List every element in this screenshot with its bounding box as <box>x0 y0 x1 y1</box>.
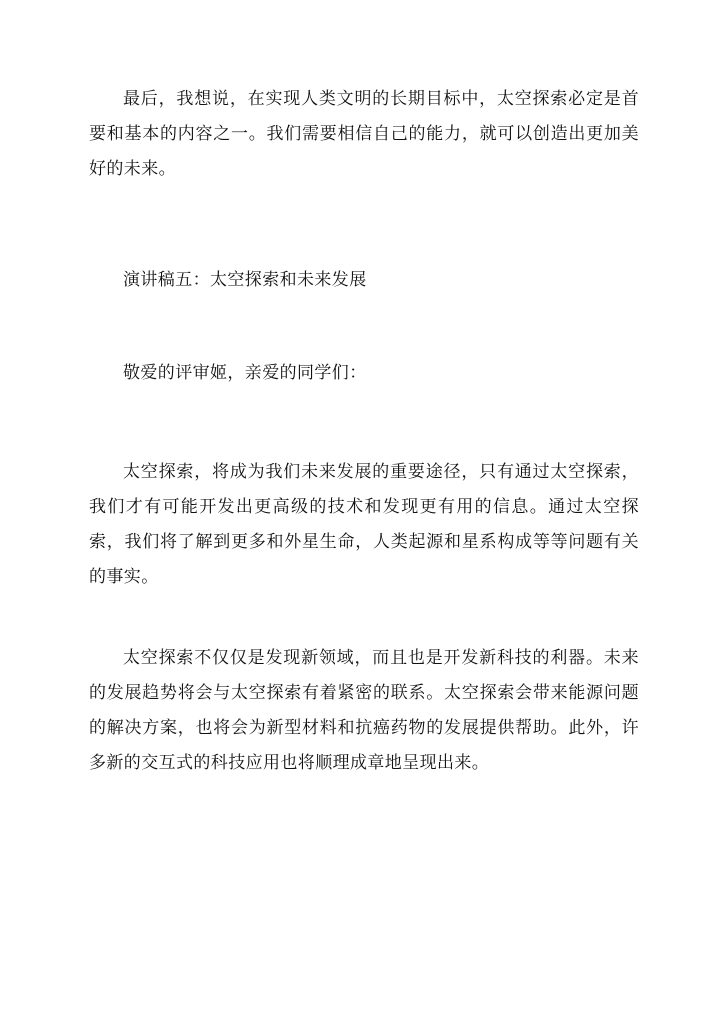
salutation: 敬爱的评审姬，亲爱的同学们： <box>123 363 367 383</box>
closing-paragraph: 最后，我想说，在实现人类文明的长期目标中，太空探索必定是首要和基本的内容之一。我们需要相信自己的能力，就可以创造出更加美好的未来。 <box>89 89 639 179</box>
body-paragraph-2: 太空探索不仅仅是发现新领域，而且也是开发新科技的利器。未来的发展趋势将会与太空探索有着紧密的联系。太空探索会带来能源问题的解决方案，也将会为新型材料和抗癌药物的发展提供帮助。此外，许多新的交互式的科技应用也将顺理成章地呈现出来。 <box>89 648 639 773</box>
body-paragraph-1: 太空探索，将成为我们未来发展的重要途径，只有通过太空探索，我们才有可能开发出更高级的技术和发现更有用的信息。通过太空探索，我们将了解到更多和外星生命，人类起源和星系构成等等问题有关的事实。 <box>89 462 639 587</box>
speech-title: 演讲稿五：太空探索和未来发展 <box>123 270 367 290</box>
